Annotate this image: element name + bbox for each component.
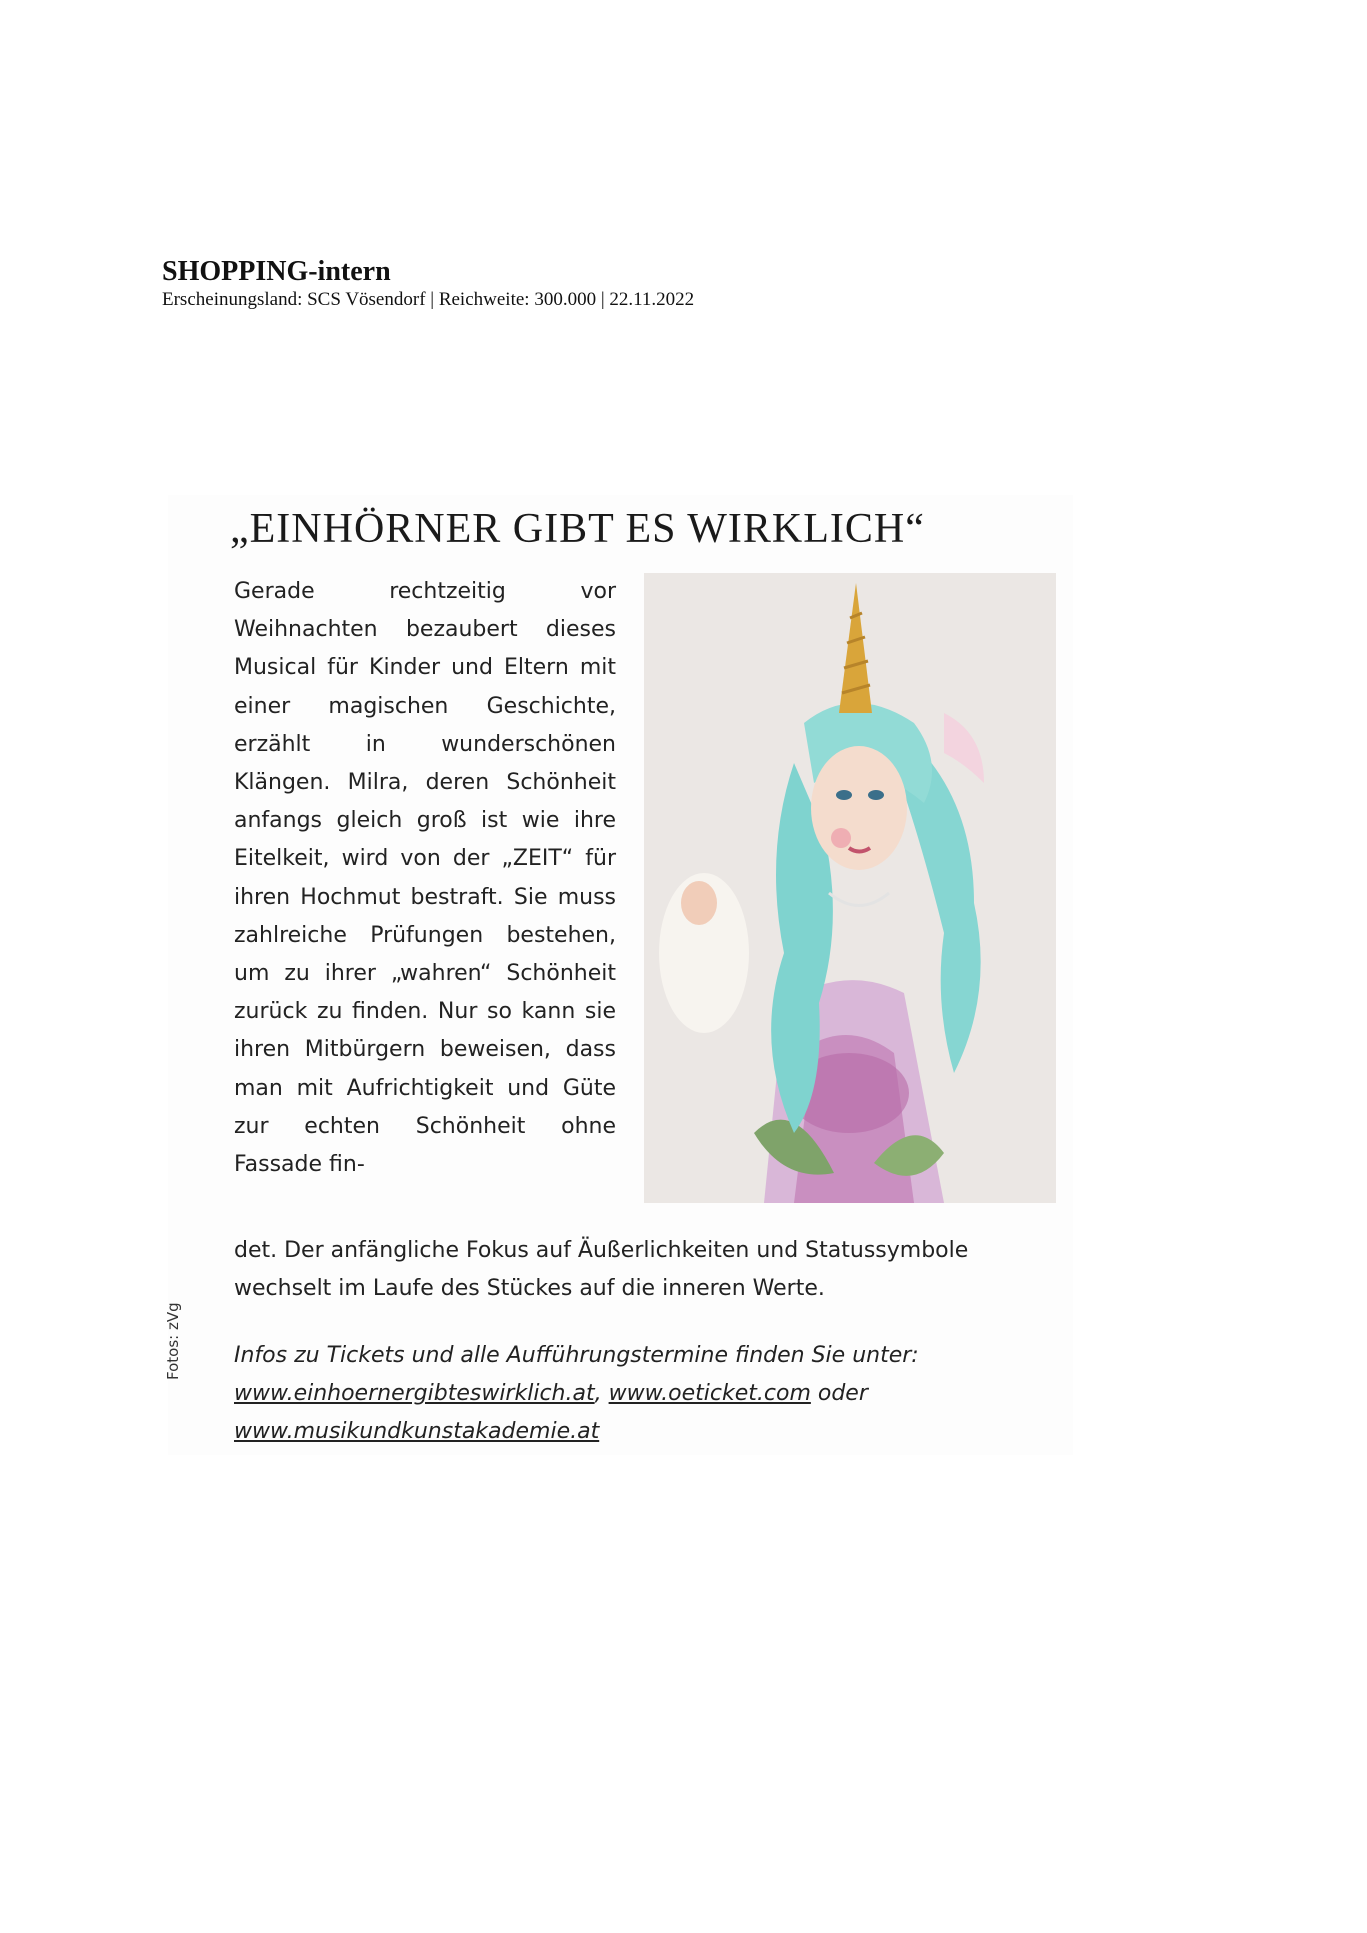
unicorn-performer-illustration: [644, 573, 1056, 1203]
article-body-column: Gerade rechtzeitig vor Weihnachten bezaubert dieses Musical für Kinder und Eltern mit einer magischen Geschichte, erzählt in wunderschönen Klängen. Milra, deren Schönheit anfangs gleich groß ist wie ihre Eitelkeit, wird von der „ZEIT“ für ihren Hochmut bestraft. Sie muss zahlreiche Prüfungen bestehen, um zu ihrer „wahren“ Schönheit zurück zu finden. Nur so kann sie ihren Mitbürgern beweisen, dass man mit Aufrichtigkeit und Güte zur echten Schönheit ohne Fassade fin-: [234, 579, 616, 1178]
link-oeticket[interactable]: www.oeticket.com: [608, 1381, 811, 1406]
publication-meta: Erscheinungsland: SCS Vösendorf | Reichweite: 300.000 | 22.11.2022: [162, 289, 695, 310]
photo-credit: Fotos: zVg: [164, 1302, 182, 1380]
publication-name: SHOPPING-intern: [162, 256, 391, 287]
article-body-continuation: det. Der anfängliche Fokus auf Äußerlichkeiten und Statussymbole wechselt im Laufe des Stückes auf die inneren Werte.: [234, 1238, 969, 1302]
link-einhoernergibteswirklich[interactable]: www.einhoernergibteswirklich.at: [234, 1381, 595, 1406]
publication-header: [162, 256, 1062, 312]
article-photo: [644, 573, 1056, 1203]
link-conjunction: oder: [810, 1381, 868, 1406]
article-clipping: [164, 495, 1073, 1455]
link-separator: ,: [594, 1381, 609, 1406]
ticket-info: [234, 1337, 1056, 1451]
link-musikundkunstakademie[interactable]: www.musikundkunstakademie.at: [234, 1419, 600, 1444]
ticket-info-intro: Infos zu Tickets und alle Aufführungstermine finden Sie unter:: [234, 1343, 919, 1368]
article-title: „EINHÖRNER GIBT ES WIRKLICH“: [230, 506, 925, 552]
